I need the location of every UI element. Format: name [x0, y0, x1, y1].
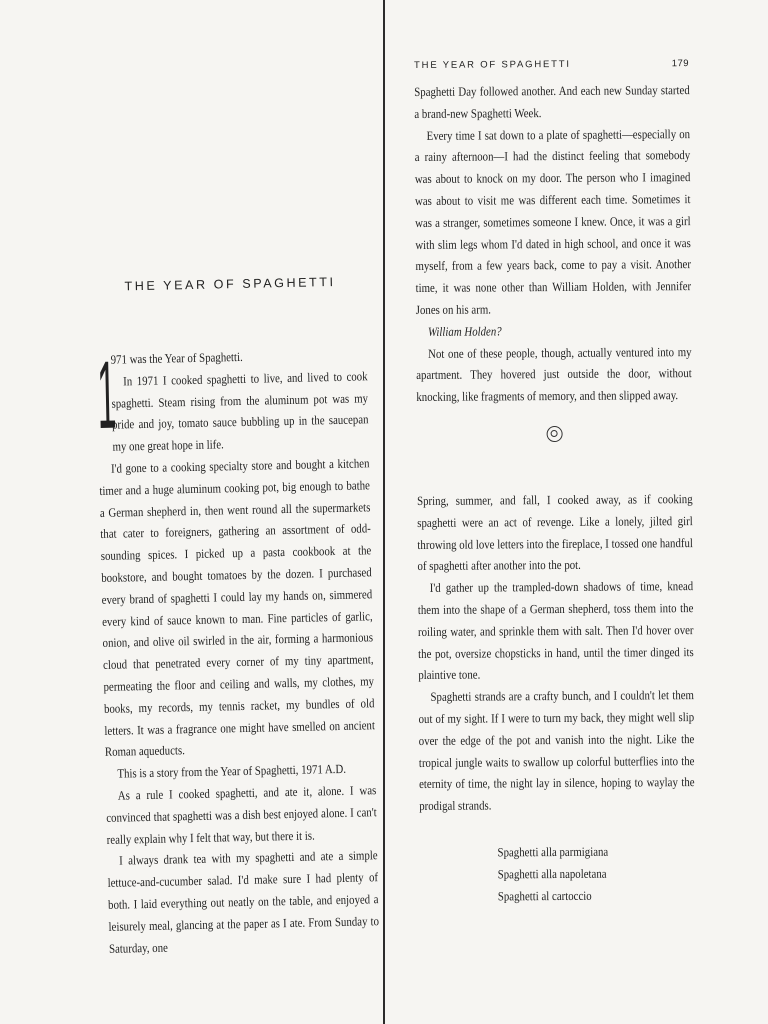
- paragraph: In 1971 I cooked spaghetti to live, and lived to cook spaghetti. Steam rising from the aluminum pot was my pride and joy, tomato sauce bubbling up in the saucepan my one great hope in life.: [111, 369, 369, 454]
- drop-cap: 1: [96, 341, 118, 449]
- pasta-list-item: Spaghetti alla parmigiana: [497, 844, 609, 860]
- paragraph-italic: William Holden?: [427, 324, 502, 339]
- paragraph: Spring, summer, and fall, I cooked away, as if cooking spaghetti were an act of revenge. Like a lonely, jilted girl throwing old love letters into the fireplace, I tossed one handful of spaghetti after another into the pot.: [417, 492, 693, 574]
- chapter-title: THE YEAR OF SPAGHETTI: [124, 274, 336, 294]
- paragraph: Spaghetti strands are a crafty bunch, and I couldn't let them out of my sight. If I were to turn my back, they might well slip over the edge of the pot and vanish into the night. Like the tropical jungle waits to swallow up colorful butterflies into the eternity of time, the night lay in silence, hoping to waylay the prodigal strands.: [418, 688, 695, 814]
- right-page-body: [414, 80, 691, 409]
- pasta-list-item: Spaghetti al cartoccio: [497, 888, 592, 904]
- left-page: [95, 274, 379, 960]
- right-page: [414, 58, 695, 908]
- paragraph: Not one of these people, though, actually ventured into my apartment. They hovered just outside the door, without knocking, like fragments of memory, and then slipped away.: [416, 344, 692, 405]
- paragraph: I'd gather up the trampled-down shadows of time, knead them into the shape of a German shepherd, toss them into the roiling water, and sprinkle them with salt. Then I'd hover over the pot, oversize chopsticks in hand, until the timer dinged its plaintive tone.: [417, 579, 694, 683]
- paragraph: This is a story from the Year of Spaghetti, 1971 A.D.: [117, 761, 347, 781]
- paragraph: As a rule I cooked spaghetti, and ate it, alone. I was convinced that spaghetti was a dish best enjoyed alone. I can't really explain why I felt that way, but there it is.: [106, 783, 377, 847]
- paragraph: Every time I sat down to a plate of spaghetti—especially on a rainy afternoon—I had the distinct feeling that somebody was about to knock on my door. The person who I imagined was about to visit me was different each time. Sometimes it was a stranger, sometimes someone I knew. Once, it was a girl with slim legs whom I'd dated in high school, and once it was myself, from a few years back, come to pay a visit. Another time, it was none other than William Holden, with Jennifer Jones on his arm.: [414, 126, 692, 317]
- opening-paragraph: [96, 341, 369, 459]
- page-gutter: [383, 0, 385, 1024]
- paragraph: I'd gone to a cooking specialty store and bought a kitchen timer and a huge aluminum cooking pot, big enough to bathe a German shepherd in, then went round all the supermarkets that cater to foreigners, gathering an assortment of odd-sounding spices. I picked up a pasta cookbook at the bookstore, and bought tomatoes by the dozen. I purchased every brand of spaghetti I could lay my hands on, simmered every kind of sauce known to man. Fine particles of garlic, onion, and olive oil swirled in the air, forming a harmonious cloud that penetrated every corner of my tiny apartment, permeating the floor and ceiling and walls, my clothes, my books, my records, my tennis racket, my bundles of old letters. It was a fragrance one might have smelled on ancient Roman aqueducts.: [99, 456, 376, 760]
- running-head: [414, 58, 689, 82]
- pasta-list-item: Spaghetti alla napoletana: [497, 866, 607, 882]
- left-page-body: [96, 341, 380, 960]
- paragraph: 971 was the Year of Spaghetti.: [110, 349, 243, 367]
- page-number: 179: [671, 58, 690, 70]
- pasta-list: [497, 840, 694, 907]
- paragraph: Spaghetti Day followed another. And each new Sunday started a brand-new Spaghetti Week.: [414, 83, 690, 121]
- running-head-title: THE YEAR OF SPAGHETTI: [414, 58, 571, 71]
- paragraph: I always drank tea with my spaghetti and ate a simple lettuce-and-cucumber salad. I'd make sure I had plenty of both. I laid everything out neatly on the table, and enjoyed a leisurely meal, glancing at the paper as I ate. From Sunday to Saturday, one: [107, 848, 380, 956]
- circle-ornament-icon: [546, 426, 562, 442]
- right-page-body-continued: [417, 489, 694, 818]
